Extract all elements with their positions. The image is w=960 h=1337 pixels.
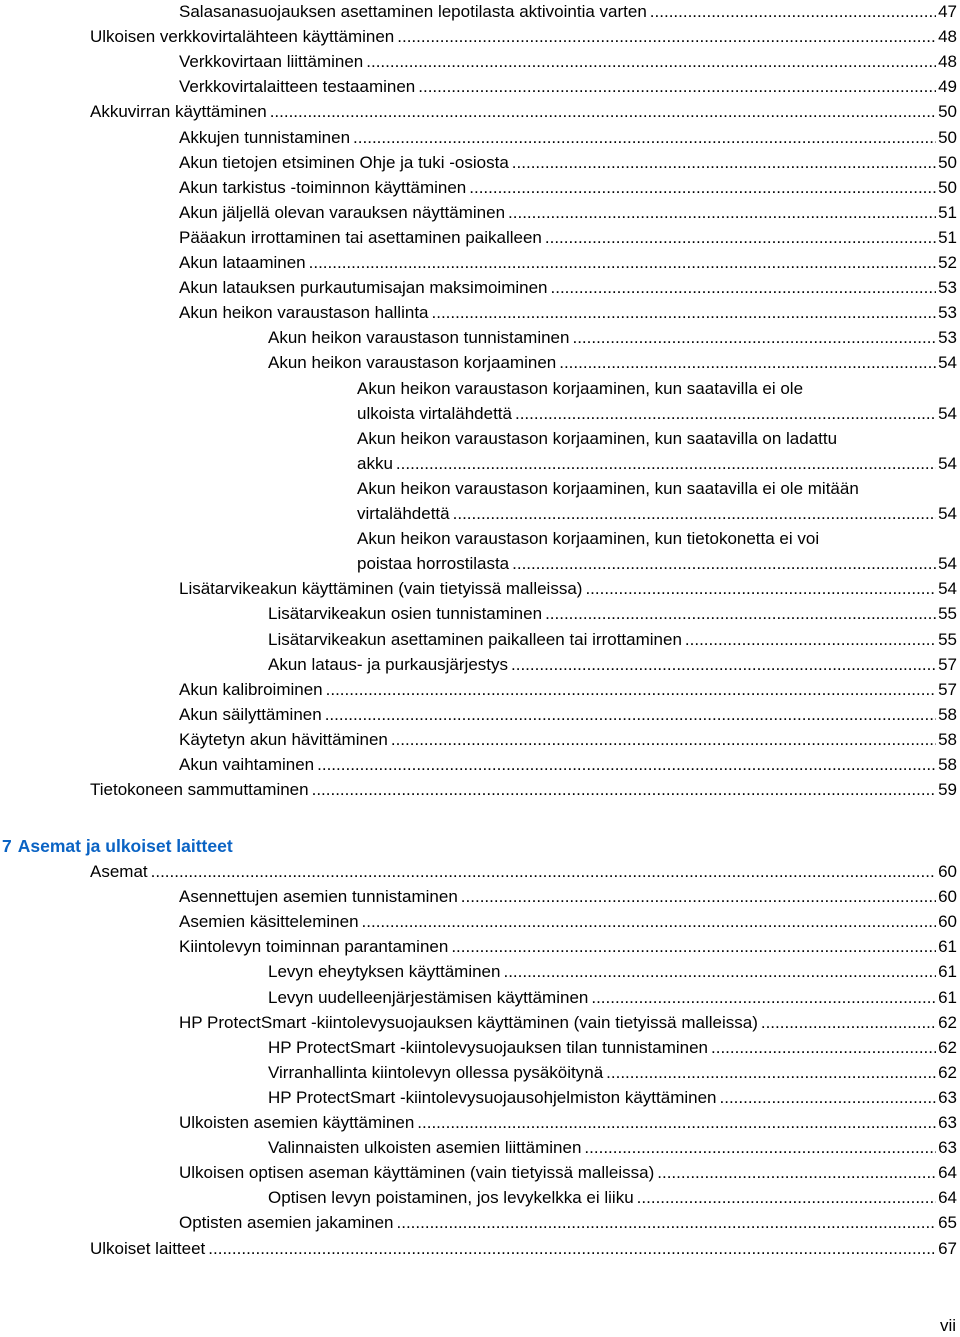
toc-dot-leader (720, 1085, 937, 1110)
toc-entry-title: Akun kalibroiminen (179, 679, 323, 699)
toc-dot-leader (685, 627, 936, 652)
toc-page-number: 50 (938, 177, 957, 197)
toc-entry[interactable] (179, 150, 957, 175)
toc-entry[interactable] (179, 300, 957, 325)
toc-entry[interactable] (268, 627, 957, 652)
toc-entry[interactable] (268, 1035, 957, 1060)
toc-entry[interactable] (90, 99, 957, 124)
toc-entry-title: Akun heikon varaustason korjaaminen (268, 353, 557, 373)
toc-dot-leader (584, 1135, 936, 1160)
toc-entry-title: Ulkoisen verkkovirtalähteen käyttäminen (90, 27, 395, 47)
toc-dot-leader (397, 24, 936, 49)
toc-page-number: 51 (938, 227, 957, 247)
toc-page-number: 55 (938, 629, 957, 649)
toc-page-number: 54 (938, 579, 957, 599)
toc-entry-title: Akun heikon varaustason tunnistaminen (268, 328, 570, 348)
toc-entry-title: Tietokoneen sammuttaminen (90, 780, 309, 800)
toc-entry-title: Asemien käsitteleminen (179, 912, 359, 932)
toc-page-number: 58 (938, 755, 957, 774)
toc-entry[interactable] (268, 1060, 957, 1085)
toc-page-number: 55 (938, 604, 957, 624)
toc-entry-title: Ulkoiset laitteet (90, 1238, 206, 1258)
toc-entry-title: Akun tietojen etsiminen Ohje ja tuki -osiosta (179, 152, 509, 172)
toc-entry-title: HP ProtectSmart -kiintolevysuojausohjelmiston käyttäminen (268, 1087, 717, 1107)
toc-page-number: 49 (938, 77, 957, 97)
toc-page-number: 65 (938, 1213, 957, 1233)
chapter-number: 7 (2, 836, 12, 856)
toc-dot-leader (761, 1010, 936, 1035)
toc-entry[interactable] (357, 476, 957, 526)
toc-page-number: 59 (938, 780, 957, 800)
toc-entry-title: HP ProtectSmart -kiintolevysuojauksen tilan tunnistaminen (268, 1037, 709, 1057)
toc-entry-title: Akkuvirran käyttäminen (90, 102, 267, 122)
toc-entry[interactable] (179, 74, 957, 99)
chapter-title: Asemat ja ulkoiset laitteet (17, 836, 233, 856)
toc-dot-leader (417, 1110, 936, 1135)
toc-entry-title-continued: virtalähdettä (357, 503, 450, 523)
toc-entry[interactable] (268, 652, 957, 677)
toc-dot-leader (432, 300, 937, 325)
toc-page-number: 58 (938, 729, 957, 749)
toc-dot-leader (650, 0, 936, 24)
toc-entry[interactable] (179, 1210, 957, 1235)
toc-page-number: 60 (938, 862, 957, 881)
toc-entry[interactable] (90, 24, 957, 49)
toc-page-number: 53 (938, 303, 957, 323)
toc-entry-title: Akun heikon varaustason korjaaminen, kun saatavilla ei ole (357, 378, 804, 398)
toc-dot-leader (208, 1236, 936, 1261)
toc-entry-title: HP ProtectSmart -kiintolevysuojauksen käyttäminen (vain tietyissä malleissa) (179, 1012, 758, 1032)
toc-dot-leader (551, 275, 937, 300)
toc-dot-leader (461, 884, 936, 909)
toc-entry-title: Valinnaisten ulkoisten asemien liittäminen (268, 1138, 582, 1158)
toc-entry[interactable] (268, 350, 957, 375)
toc-page-number: 63 (938, 1087, 957, 1107)
toc-page-number: 53 (938, 328, 957, 348)
toc-page-number: 52 (938, 253, 957, 272)
toc-dot-leader (366, 49, 936, 74)
toc-entry[interactable] (357, 526, 957, 576)
toc-entry-title: Akun latauksen purkautumisajan maksimoiminen (179, 278, 548, 298)
toc-entry[interactable] (179, 225, 957, 250)
toc-page-number: 67 (938, 1238, 957, 1258)
toc-dot-leader (151, 859, 936, 884)
toc-dot-leader (512, 150, 936, 175)
toc-dot-leader (325, 702, 936, 727)
toc-dot-leader (512, 551, 936, 576)
toc-entry[interactable] (179, 909, 957, 934)
toc-entry[interactable] (268, 601, 957, 626)
toc-dot-leader (637, 1185, 936, 1210)
toc-entry[interactable] (179, 250, 957, 275)
toc-entry[interactable] (268, 985, 957, 1010)
toc-entry-title-continued: poistaa horrostilasta (357, 554, 510, 574)
toc-dot-leader (469, 175, 936, 200)
toc-page-number: 50 (938, 152, 957, 172)
toc-entry-title: Akun heikon varaustason korjaaminen, kun saatavilla on ladattu (357, 428, 838, 448)
toc-entry[interactable] (357, 426, 957, 476)
toc-entry-title-continued: ulkoista virtalähdettä (357, 403, 512, 423)
toc-entry-title: Lisätarvikeakun osien tunnistaminen (268, 604, 543, 624)
chapter-heading (2, 834, 233, 859)
toc-entry-title: Akun säilyttäminen (179, 704, 322, 724)
toc-entry[interactable] (179, 1160, 957, 1185)
toc-entry[interactable] (179, 1010, 957, 1035)
toc-dot-leader (515, 401, 936, 426)
toc-dot-leader (391, 727, 936, 752)
toc-page-number: 50 (938, 127, 957, 147)
toc-entry-title: Akun lataaminen (179, 253, 306, 272)
toc-entry-title: Ulkoisten asemien käyttäminen (179, 1113, 415, 1132)
toc-page-number: 54 (938, 403, 957, 423)
toc-page-number: 61 (938, 937, 957, 957)
toc-entry-title: Akun vaihtaminen (179, 755, 315, 774)
toc-page-number: 62 (938, 1062, 957, 1082)
toc-page-number: 47 (938, 2, 957, 21)
toc-page-number: 61 (938, 987, 957, 1007)
toc-page-number: 60 (938, 887, 957, 907)
toc-entry-title: Akun heikon varaustason korjaaminen, kun saatavilla ei ole mitään (357, 478, 859, 498)
toc-entry[interactable] (268, 1135, 957, 1160)
page-number: vii (939, 1316, 956, 1335)
toc-page-number: 54 (938, 453, 957, 473)
toc-entry[interactable] (90, 777, 957, 802)
toc-dot-leader (451, 934, 936, 959)
toc-entry[interactable] (179, 576, 957, 601)
toc-page-number: 50 (938, 102, 957, 122)
toc-page-number: 57 (938, 679, 957, 699)
toc-dot-leader (545, 601, 936, 626)
toc-entry-title: Asemat (90, 862, 148, 881)
toc-page-number: 54 (938, 353, 957, 373)
toc-page-number: 54 (938, 554, 957, 574)
toc-entry[interactable] (179, 275, 957, 300)
toc-page-number: 62 (938, 1037, 957, 1057)
toc-entry[interactable] (179, 752, 957, 777)
toc-entry[interactable] (179, 1110, 957, 1135)
toc-entry-title: Levyn uudelleenjärjestämisen käyttäminen (268, 987, 589, 1007)
toc-entry-title: Optisten asemien jakaminen (179, 1213, 394, 1233)
toc-dot-leader (353, 125, 936, 150)
toc-entry-title: Levyn eheytyksen käyttäminen (268, 962, 501, 982)
toc-dot-leader (711, 1035, 936, 1060)
toc-entry-title: Virranhallinta kiintolevyn ollessa pysäköitynä (268, 1062, 604, 1082)
toc-dot-leader (270, 99, 936, 124)
toc-dot-leader (508, 200, 936, 225)
toc-dot-leader (511, 652, 936, 677)
toc-dot-leader (396, 451, 936, 476)
toc-dot-leader (657, 1160, 936, 1185)
toc-dot-leader (317, 752, 936, 777)
toc-dot-leader (362, 909, 937, 934)
toc-dot-leader (591, 985, 936, 1010)
toc-entry-title: Akun heikon varaustason hallinta (179, 303, 429, 323)
toc-page-number: 48 (938, 27, 957, 47)
toc-entry[interactable] (179, 125, 957, 150)
toc-entry-title: Optisen levyn poistaminen, jos levykelkka ei liiku (268, 1188, 634, 1208)
toc-page-number: 54 (938, 503, 957, 523)
toc-page-number: 64 (938, 1188, 957, 1208)
toc-page-number: 60 (938, 912, 957, 932)
toc-entry[interactable] (268, 1085, 957, 1110)
toc-dot-leader (309, 250, 936, 275)
toc-dot-leader (606, 1060, 936, 1085)
toc-entry[interactable] (90, 1236, 957, 1261)
toc-entry-title: Akun tarkistus -toiminnon käyttäminen (179, 177, 467, 197)
toc-entry-title: Verkkovirtaan liittäminen (179, 52, 364, 72)
toc-page-number: 63 (938, 1138, 957, 1158)
toc-entry[interactable] (179, 200, 957, 225)
toc-entry[interactable] (179, 934, 957, 959)
toc-dot-leader (453, 501, 936, 526)
toc-entry[interactable] (179, 727, 957, 752)
toc-entry-title: Ulkoisen optisen aseman käyttäminen (vain tietyissä malleissa) (179, 1163, 655, 1183)
toc-entry[interactable] (179, 677, 957, 702)
toc-entry[interactable] (90, 859, 957, 884)
toc-entry-title: Lisätarvikeakun asettaminen paikalleen tai irrottaminen (268, 629, 682, 649)
toc-entry-title: Verkkovirtalaitteen testaaminen (179, 77, 416, 97)
toc-entry[interactable] (179, 49, 957, 74)
toc-dot-leader (326, 677, 936, 702)
toc-dot-leader (545, 225, 936, 250)
toc-page-number: 64 (938, 1163, 957, 1183)
toc-entry-title: Lisätarvikeakun käyttäminen (vain tietyissä malleissa) (179, 579, 583, 599)
toc-dot-leader (312, 777, 936, 802)
toc-entry-title: Pääakun irrottaminen tai asettaminen paikalleen (179, 227, 542, 247)
toc-entry[interactable] (268, 325, 957, 350)
toc-entry[interactable] (179, 175, 957, 200)
toc-entry-title: Akun lataus- ja purkausjärjestys (268, 654, 509, 674)
toc-entry[interactable] (179, 884, 957, 909)
toc-entry-title: Kiintolevyn toiminnan parantaminen (179, 937, 449, 957)
toc-page-number: 62 (938, 1012, 957, 1032)
toc-page-number: 51 (938, 202, 957, 222)
toc-entry-title-continued: akku (357, 453, 393, 473)
toc-page-number: 48 (938, 52, 957, 72)
toc-page-number: 61 (938, 962, 957, 982)
toc-dot-leader (503, 959, 936, 984)
toc-entry-title: Akun jäljellä olevan varauksen näyttäminen (179, 202, 506, 222)
toc-entry[interactable] (179, 702, 957, 727)
toc-page-number: 63 (938, 1113, 957, 1132)
toc-dot-leader (418, 74, 936, 99)
toc-dot-leader (585, 576, 936, 601)
toc-page-number: 58 (938, 704, 957, 724)
toc-entry-title: Käytetyn akun hävittäminen (179, 729, 388, 749)
toc-page-number: 57 (938, 654, 957, 674)
toc-page-number: 53 (938, 278, 957, 298)
toc-dot-leader (397, 1210, 937, 1235)
toc-entry-title: Salasanasuojauksen asettaminen lepotilasta aktivointia varten (179, 2, 647, 21)
toc-entry-title: Akun heikon varaustason korjaaminen, kun tietokonetta ei voi (357, 529, 820, 549)
toc-entry[interactable] (268, 1185, 957, 1210)
toc-dot-leader (572, 325, 936, 350)
toc-entry[interactable] (179, 0, 957, 24)
toc-entry-title: Asennettujen asemien tunnistaminen (179, 887, 458, 907)
toc-entry[interactable] (357, 376, 957, 426)
toc-dot-leader (559, 350, 936, 375)
toc-entry-title: Akkujen tunnistaminen (179, 127, 351, 147)
toc-entry[interactable] (268, 959, 957, 984)
